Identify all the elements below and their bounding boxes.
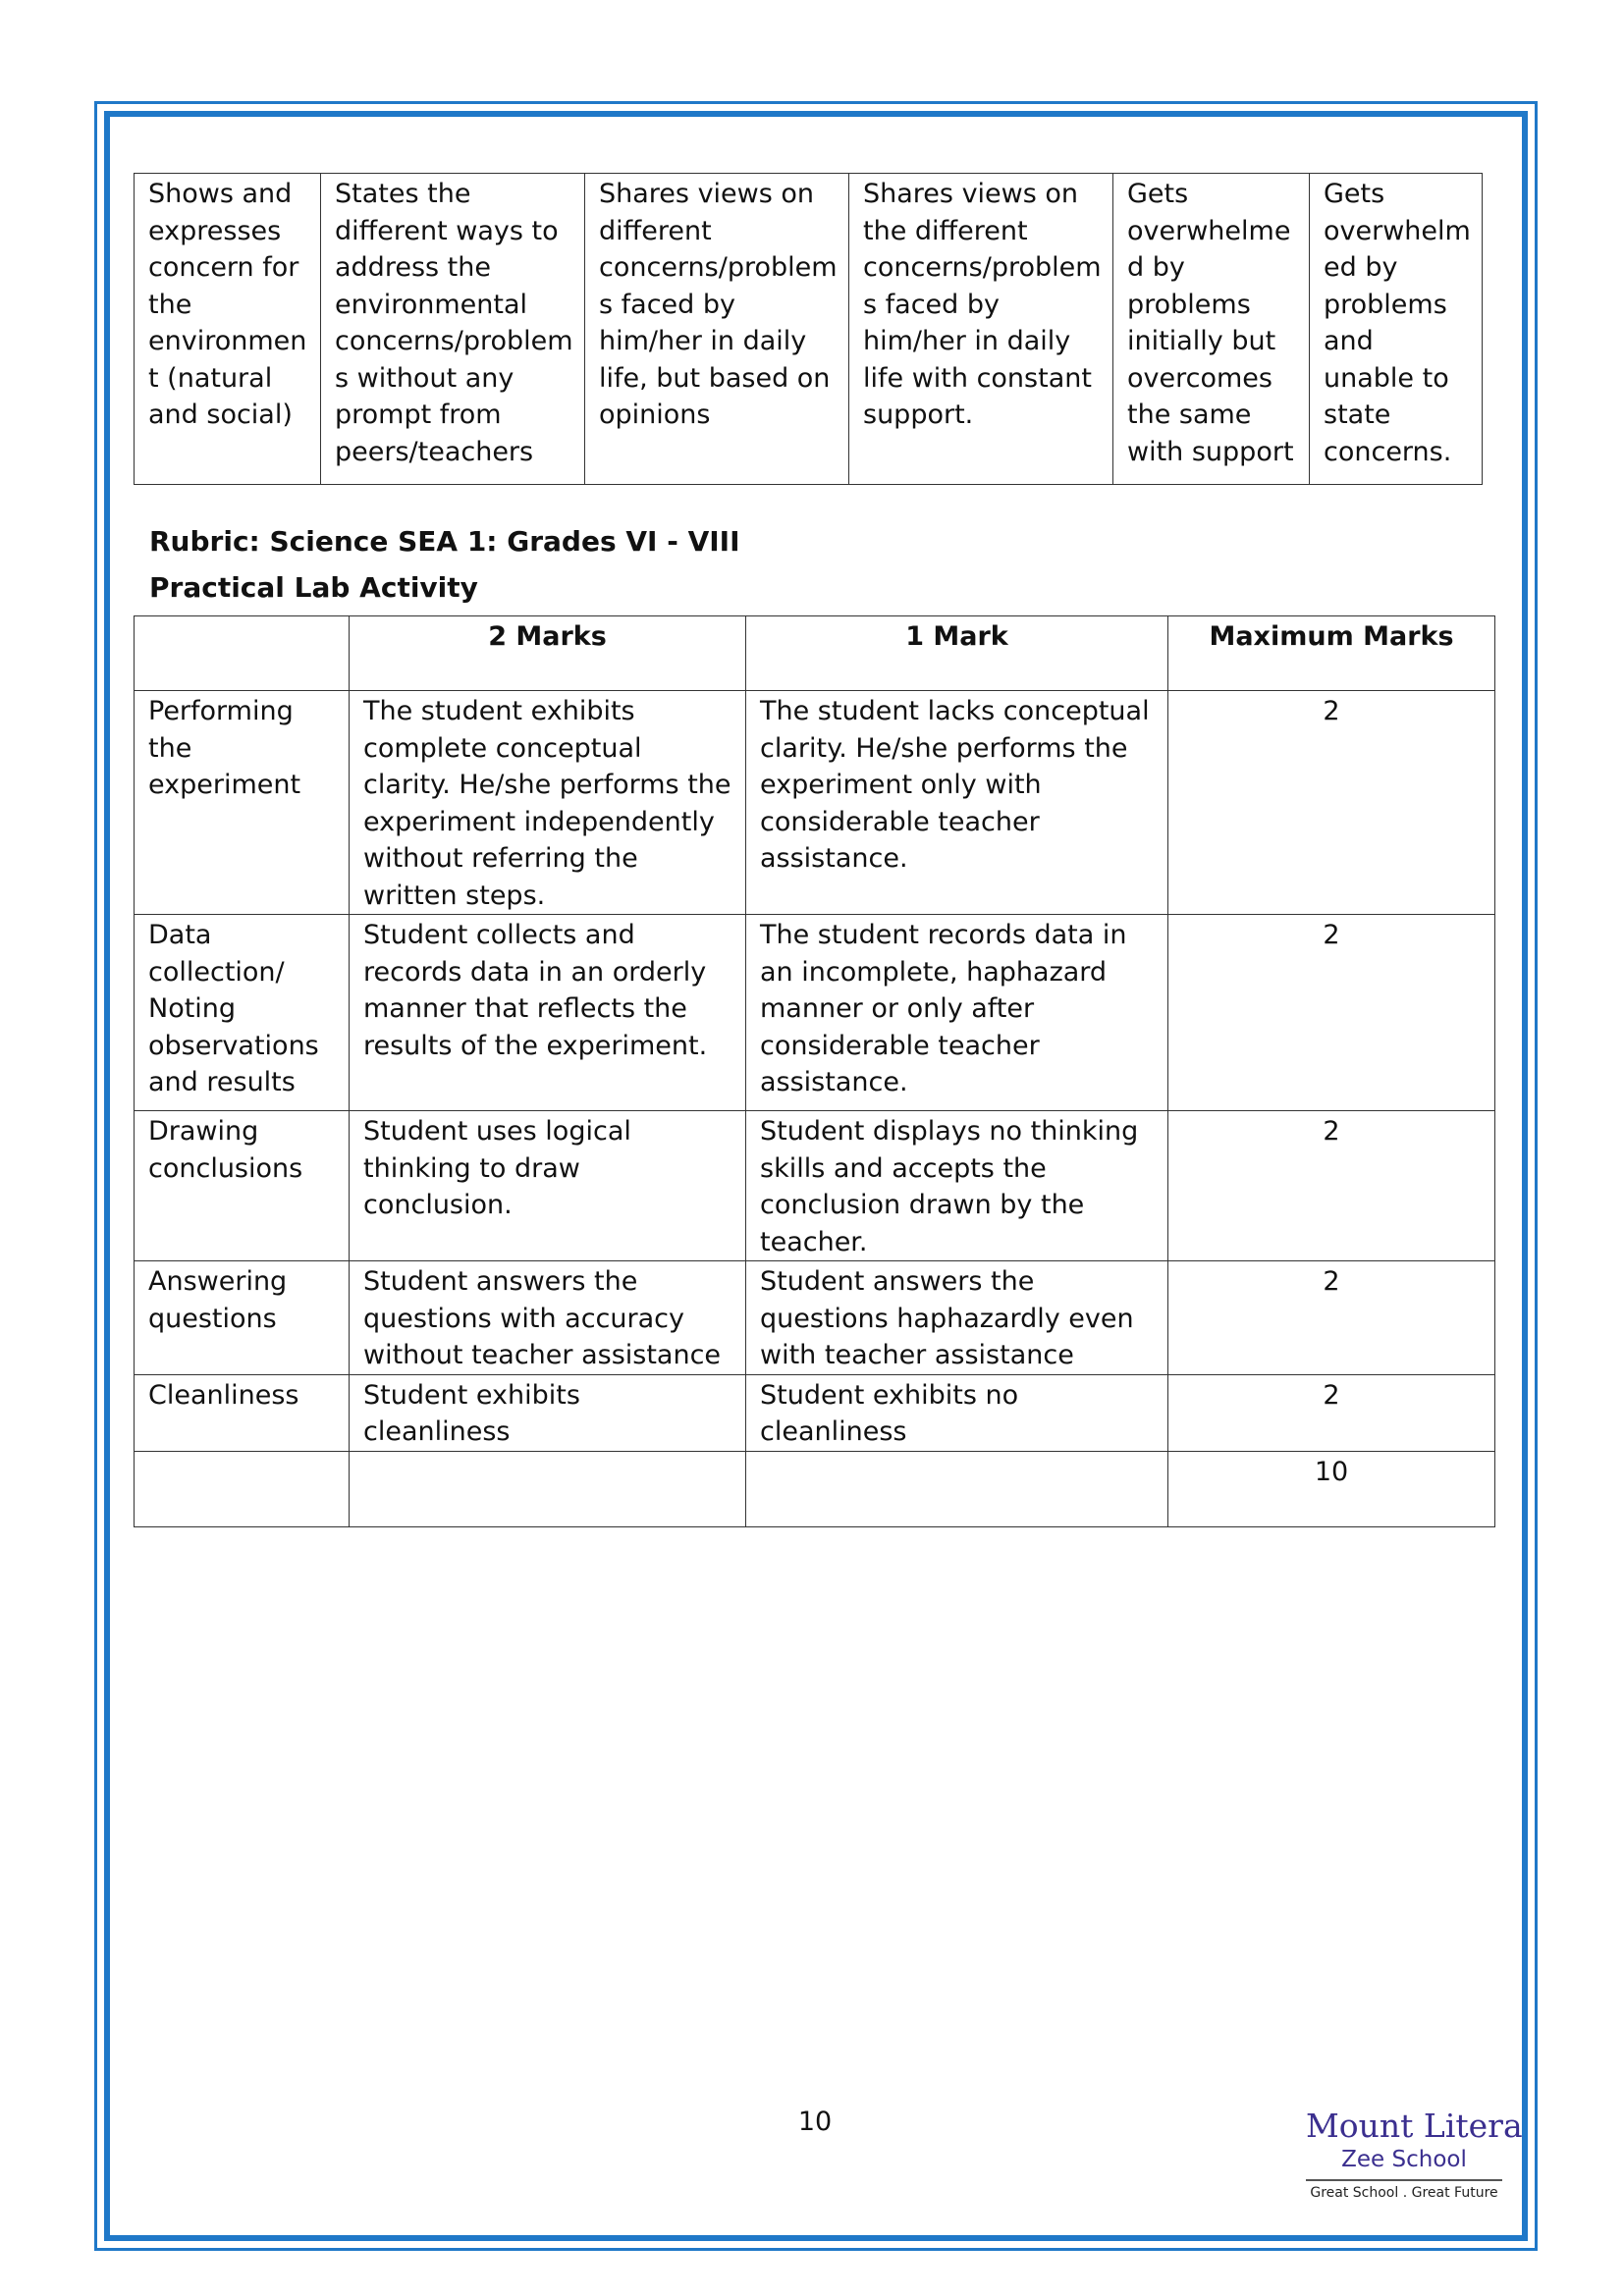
table-row [135,1374,1495,1451]
one-mark-cell: Student displays no thinking skills and accepts the conclusion drawn by the teacher. [746,1111,1168,1261]
table-cell: Shows and expresses concern for the environmen t (natural and social) [135,174,321,485]
column-header [135,616,350,691]
table-cell: Gets overwhelm ed by problems and unable to state concerns. [1310,174,1483,485]
logo-name: Mount Litera [1306,2107,1523,2145]
one-mark-cell: The student lacks conceptual clarity. He/she performs the experiment only with considerable teacher assistance. [746,691,1168,915]
logo-subname: Zee School [1341,2147,1467,2172]
table-row [135,1111,1495,1261]
two-marks-cell: Student uses logical thinking to draw conclusion. [350,1111,746,1261]
two-marks-cell [350,1451,746,1526]
lab-activity-table [134,615,1495,1527]
max-marks-cell: 2 [1168,915,1495,1111]
school-logo [1306,2107,1523,2201]
max-marks-cell: 2 [1168,1261,1495,1375]
two-marks-cell: Student answers the questions with accuracy without teacher assistance [350,1261,746,1375]
rubric-title: Rubric: Science SEA 1: Grades VI - VIII [149,525,740,558]
table-row [135,915,1495,1111]
table-row [135,691,1495,915]
logo-divider [1306,2179,1502,2181]
max-marks-cell: 2 [1168,691,1495,915]
max-marks-cell: 2 [1168,1111,1495,1261]
table-cell: Gets overwhelme d by problems initially but overcomes the same with support [1113,174,1310,485]
one-mark-cell: The student records data in an incomplete, haphazard manner or only after considerable teacher assistance. [746,915,1168,1111]
table-cell: Shares views on the different concerns/problem s faced by him/her in daily life with constant support. [849,174,1113,485]
two-marks-cell: Student exhibits cleanliness [350,1374,746,1451]
page-number: 10 [797,2107,833,2137]
one-mark-cell [746,1451,1168,1526]
criterion-cell: Performing the experiment [135,691,350,915]
top-rubric-table [134,173,1483,485]
table-row [135,174,1483,485]
table-row [135,1261,1495,1375]
two-marks-cell: The student exhibits complete conceptual clarity. He/she performs the experiment independently without referring the written steps. [350,691,746,915]
criterion-cell: Answering questions [135,1261,350,1375]
total-row [135,1451,1495,1526]
total-marks-cell: 10 [1168,1451,1495,1526]
two-marks-cell: Student collects and records data in an orderly manner that reflects the results of the experiment. [350,915,746,1111]
logo-tagline: Great School . Great Future [1310,2185,1498,2201]
criterion-cell: Cleanliness [135,1374,350,1451]
column-header: 1 Mark [746,616,1168,691]
table-cell: States the different ways to address the environmental concerns/problem s without any prompt from peers/teachers [321,174,585,485]
column-header: Maximum Marks [1168,616,1495,691]
max-marks-cell: 2 [1168,1374,1495,1451]
criterion-cell [135,1451,350,1526]
criterion-cell: Drawing conclusions [135,1111,350,1261]
rubric-subtitle: Practical Lab Activity [149,571,478,604]
one-mark-cell: Student exhibits no cleanliness [746,1374,1168,1451]
criterion-cell: Data collection/ Noting observations and results [135,915,350,1111]
one-mark-cell: Student answers the questions haphazardly even with teacher assistance [746,1261,1168,1375]
table-header-row [135,616,1495,691]
column-header: 2 Marks [350,616,746,691]
table-cell: Shares views on different concerns/problem s faced by him/her in daily life, but based on opinions [585,174,849,485]
